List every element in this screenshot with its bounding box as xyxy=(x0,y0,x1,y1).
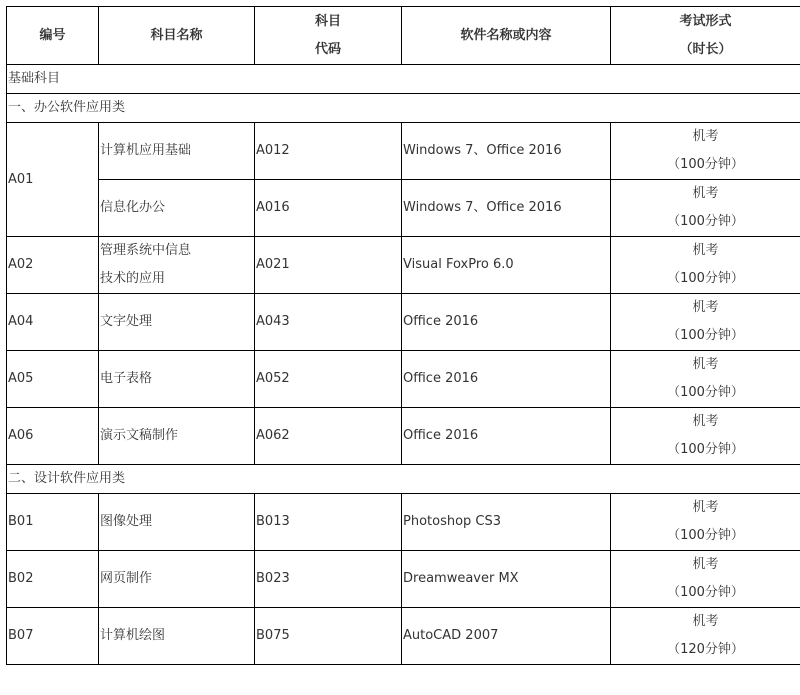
header-code xyxy=(255,7,402,65)
row-code: A016 xyxy=(255,180,402,237)
row-software: Dreamweaver MX xyxy=(402,551,611,608)
section-row-design xyxy=(7,465,800,494)
exam-subjects-table xyxy=(6,6,800,665)
row-software: Office 2016 xyxy=(402,408,611,465)
exam-duration: （100分钟） xyxy=(611,208,800,236)
exam-duration: （120分钟） xyxy=(611,636,800,664)
section-row-office xyxy=(7,94,800,123)
row-code: A012 xyxy=(255,123,402,180)
row-exam xyxy=(611,608,800,665)
row-code: A062 xyxy=(255,408,402,465)
row-exam xyxy=(611,180,800,237)
exam-duration: （100分钟） xyxy=(611,436,800,464)
row-software: Visual FoxPro 6.0 xyxy=(402,237,611,294)
exam-mode: 机考 xyxy=(611,123,800,151)
section-row-basic xyxy=(7,65,800,94)
row-exam xyxy=(611,551,800,608)
exam-mode: 机考 xyxy=(611,408,800,436)
table-row xyxy=(7,180,800,237)
table-row xyxy=(7,351,800,408)
exam-mode: 机考 xyxy=(611,180,800,208)
header-code-line2: 代码 xyxy=(255,36,401,64)
exam-mode: 机考 xyxy=(611,494,800,522)
table-row xyxy=(7,123,800,180)
row-software: Windows 7、Office 2016 xyxy=(402,123,611,180)
row-no: A06 xyxy=(7,408,99,465)
row-exam xyxy=(611,408,800,465)
exam-mode: 机考 xyxy=(611,351,800,379)
row-subject xyxy=(99,237,255,294)
exam-duration: （100分钟） xyxy=(611,322,800,350)
row-code: B075 xyxy=(255,608,402,665)
header-code-line1: 科目 xyxy=(255,8,401,36)
row-subject: 电子表格 xyxy=(99,351,255,408)
row-subject: 图像处理 xyxy=(99,494,255,551)
row-subject: 计算机应用基础 xyxy=(99,123,255,180)
row-exam xyxy=(611,123,800,180)
row-subject: 演示文稿制作 xyxy=(99,408,255,465)
header-exam xyxy=(611,7,800,65)
exam-mode: 机考 xyxy=(611,237,800,265)
table-row xyxy=(7,408,800,465)
row-code: A021 xyxy=(255,237,402,294)
row-exam xyxy=(611,237,800,294)
exam-mode: 机考 xyxy=(611,608,800,636)
row-subject: 网页制作 xyxy=(99,551,255,608)
section-title-office: 一、办公软件应用类 xyxy=(7,94,800,123)
row-no: B01 xyxy=(7,494,99,551)
row-code: B023 xyxy=(255,551,402,608)
row-no: A01 xyxy=(7,123,99,237)
header-exam-line1: 考试形式 xyxy=(611,8,800,36)
row-subject: 计算机绘图 xyxy=(99,608,255,665)
table-row xyxy=(7,294,800,351)
row-subject: 文字处理 xyxy=(99,294,255,351)
row-code: B013 xyxy=(255,494,402,551)
row-no: A05 xyxy=(7,351,99,408)
row-software: Windows 7、Office 2016 xyxy=(402,180,611,237)
row-no: B07 xyxy=(7,608,99,665)
table-header-row xyxy=(7,7,800,65)
exam-duration: （100分钟） xyxy=(611,265,800,293)
header-exam-line2: （时长） xyxy=(611,36,800,64)
exam-mode: 机考 xyxy=(611,551,800,579)
section-title-design: 二、设计软件应用类 xyxy=(7,465,800,494)
table-row xyxy=(7,608,800,665)
exam-duration: （100分钟） xyxy=(611,522,800,550)
table-row xyxy=(7,237,800,294)
row-no: A02 xyxy=(7,237,99,294)
row-code: A052 xyxy=(255,351,402,408)
row-software: Photoshop CS3 xyxy=(402,494,611,551)
table-row xyxy=(7,551,800,608)
row-software: AutoCAD 2007 xyxy=(402,608,611,665)
row-subject: 信息化办公 xyxy=(99,180,255,237)
row-no: A04 xyxy=(7,294,99,351)
row-exam xyxy=(611,494,800,551)
row-code: A043 xyxy=(255,294,402,351)
row-exam xyxy=(611,294,800,351)
table-row xyxy=(7,494,800,551)
exam-duration: （100分钟） xyxy=(611,579,800,607)
header-subject: 科目名称 xyxy=(99,7,255,65)
exam-duration: （100分钟） xyxy=(611,151,800,179)
row-exam xyxy=(611,351,800,408)
header-no: 编号 xyxy=(7,7,99,65)
row-subject-line1: 管理系统中信息 xyxy=(100,237,254,265)
row-software: Office 2016 xyxy=(402,294,611,351)
row-software: Office 2016 xyxy=(402,351,611,408)
row-subject-line2: 技术的应用 xyxy=(100,265,254,293)
row-no: B02 xyxy=(7,551,99,608)
section-title-basic: 基础科目 xyxy=(7,65,800,94)
header-software: 软件名称或内容 xyxy=(402,7,611,65)
exam-duration: （100分钟） xyxy=(611,379,800,407)
exam-mode: 机考 xyxy=(611,294,800,322)
